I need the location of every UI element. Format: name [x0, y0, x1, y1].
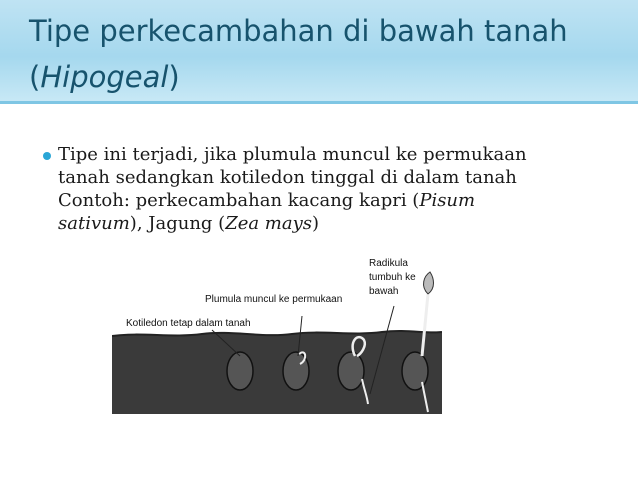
radicle-label-line2: tumbuh ke: [369, 272, 416, 283]
bullet-line: Contoh: perkecambahan kacang kapri (Pisum: [58, 190, 476, 211]
soil: [112, 331, 442, 414]
seed-stage-4: [402, 352, 428, 390]
cotyledon-label: Kotiledon tetap dalam tanah: [126, 318, 251, 329]
germination-figure: [112, 258, 442, 414]
radicle-label-line3: bawah: [369, 286, 399, 297]
plumula-label: Plumula muncul ke permukaan: [205, 294, 343, 305]
radicle-label-line1: Radikula: [369, 258, 408, 269]
bullet-line: tanah sedangkan kotiledon tinggal di dalam tanah: [58, 167, 517, 188]
bullet-paragraph: [58, 143, 598, 235]
leaf-stage-4: [424, 272, 434, 294]
header-divider: [0, 101, 638, 104]
slide-title: Tipe perkecambahan di bawah tanah (Hipogeal): [29, 14, 568, 94]
bullet-icon: [43, 152, 51, 160]
seed-stage-1: [227, 352, 253, 390]
bullet-line: sativum), Jagung (Zea mays): [58, 213, 320, 234]
bullet-line: Tipe ini terjadi, jika plumula muncul ke permukaan: [58, 144, 527, 165]
seed-stage-3: [338, 352, 364, 390]
